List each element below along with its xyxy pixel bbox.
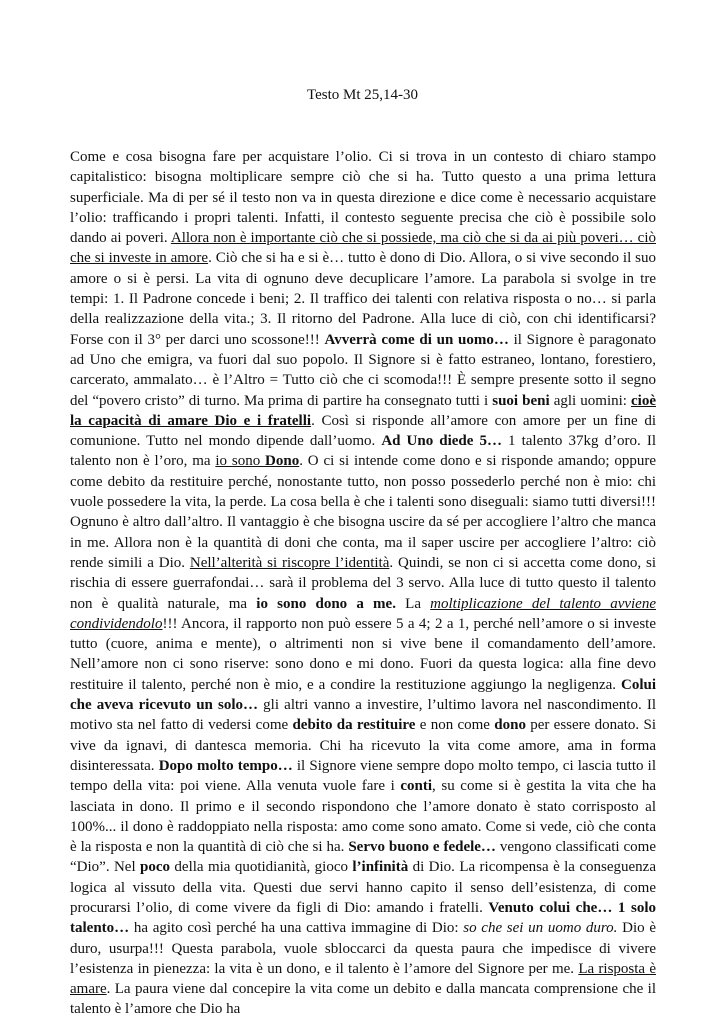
page-title: Testo Mt 25,14-30 xyxy=(306,87,419,103)
emphasized-text: Dono xyxy=(265,453,300,470)
emphasized-text: Avverrà come di un uomo… xyxy=(324,331,509,348)
text-run: , su come si è gestita la vita che ha lasciata in dono. Il primo e il secondo rispondono che l’amore donato è stato corrisposto al 100%... il dono è raddoppiato nella risposta: amo come sono amato. Come si vede, ciò che conta è la risposta e non la quantità di ciò che si ha. xyxy=(70,778,656,856)
emphasized-text: La risposta è amare xyxy=(70,960,657,998)
text-run: 1 talento 37kg d’oro. Il talento non è l’oro, ma xyxy=(70,433,656,470)
text-run: della mia quotidianità, gioco xyxy=(170,859,353,876)
emphasized-text: Nell’alterità si riscopre l’identità xyxy=(189,554,390,571)
emphasized-text: Colui che aveva ricevuto un solo… xyxy=(70,676,656,714)
emphasized-text: Venuto colui che… 1 solo talento… xyxy=(70,899,656,937)
text-run: . Così si risponde all’amore con amore per un fine di comunione. Tutto nel mondo dipende dall’uomo. xyxy=(70,412,656,450)
text-run: . Quindi, se non ci si accetta come dono, si rischia di essere guerrafondai… sarà il problema del 3 servo. Alla luce di tutto questo il talento non è qualità naturale, ma xyxy=(70,554,656,612)
text-run: il Signore viene sempre dopo molto tempo, ci lascia tutto il tempo della vita: poi viene. Alla venuta vuole fare i xyxy=(70,757,656,795)
emphasized-text: cioè la capacità di amare Dio e i fratelli xyxy=(70,392,656,429)
text-run: ha agito così perché ha una cattiva immagine di Dio: xyxy=(129,920,464,937)
emphasized-text: so che sei un uomo duro. xyxy=(463,920,618,937)
text-run: . La paura viene dal concepire la vita come un debito e dalla mancata comprensione che il talento è l’amore che Dio ha xyxy=(70,981,656,1018)
emphasized-text: moltiplicazione del talento avviene condividendolo xyxy=(70,595,657,632)
emphasized-text: Dopo molto tempo… xyxy=(158,757,293,774)
emphasized-text: Allora non è importante ciò che si possiede, ma ciò che si da ai più poveri… ciò che si investe in amore xyxy=(70,230,656,267)
text-run: vengono classificati come “Dio”. Nel xyxy=(70,839,657,876)
text-run: Dio è duro, usurpa!!! Questa parabola, vuole sbloccarci da questa paura che impedisce di vivere l’esistenza in pienezza: la vita è un dono, e il talento è l’amore del Signore per me. xyxy=(70,920,656,977)
text-run: il Signore è paragonato ad Uno che emigra, va fuori dal suo popolo. Il Signore si è fatto estraneo, lontano, forestiero, carcerato, ammalato… è l’Altro = Tutto ciò che ci scomoda!!! È sempre presente sotto il segno del “povero cristo” di turno. Ma prima di partire ha consegnato tutti i xyxy=(70,331,656,409)
text-run: agli uomini: xyxy=(549,392,632,409)
emphasized-text: Ad Uno diede 5… xyxy=(381,433,502,450)
text-run: e non come xyxy=(415,717,495,734)
text-run: . Ciò che si ha e si è… tutto è dono di Dio. Allora, o si vive secondo il suo amore o si è persi. La vita di ognuno deve decuplicare l’amore. La parabola si svolge in tre tempi: 1. Il Padrone concede i beni; 2. Il traffico dei talenti con relativa risposta o no… si parla della realizzazione della vita.; 3. Il ritorno del Padrone. Alla luce di ciò, con chi identificarsi? Forse con il 3° per darci uno scossone!!! xyxy=(70,250,656,348)
text-run: Come e cosa bisogna fare per acquistare l’olio. Ci si trova in un contesto di chiaro stampo capitalistico: bisogna moltiplicare sempre ciò che si ha. Tutto questo a una prima lettura superficiale. Ma di per sé il testo non va in questa direzione e dice come è necessario acquistare l’olio: trafficando i propri talenti. Infatti, il contesto seguente precisa che ciò è possibile solo dando ai poveri. xyxy=(70,149,656,247)
emphasized-text: suoi beni xyxy=(492,392,550,409)
emphasized-text: conti xyxy=(400,778,433,795)
emphasized-text: Servo buono e fedele… xyxy=(348,839,496,856)
text-run: gli altri vanno a investire, l’ultimo lavora nel nascondimento. Il motivo sta nel fatto di vedersi come xyxy=(70,697,656,734)
emphasized-text: poco xyxy=(140,859,171,876)
text-run: La xyxy=(395,595,431,612)
emphasized-text: io sono dono a me. xyxy=(256,595,396,612)
text-run: . O ci si intende come dono e si risponde amando; oppure come debito da restituire perché, nonostante tutto, non posso possederlo perché non è mio: chi vuole possedere la vita, la perde. La cosa bella è che i talenti sono diseguali: siamo tutti diversi!!! Ognuno è altro dall’altro. Il vantaggio è che bisogna uscire da sé per accogliere l’altro che manca in me. Allora non è la quantità di doni che conta, ma il saper uscire per accogliere l’altro: ciò rende simili a Dio. xyxy=(70,453,656,571)
text-run: !!! Ancora, il rapporto non può essere 5 a 4; 2 a 1, perché nell’amore o si investe tutto (cuore, anima e mente), o altrimenti non si vive bene il comandamento dell’amore. Nell’amore non ci sono riserve: sono dono e mi dono. Fuori da questa logica: alla fine devo restituire il talento, perché non è mio, e a condire la restituzione aggiungo la negligenza. xyxy=(70,615,656,693)
emphasized-text: dono xyxy=(494,717,526,734)
emphasized-text: io sono xyxy=(215,453,266,470)
body-paragraph xyxy=(70,147,657,1018)
emphasized-text: debito da restituire xyxy=(292,717,416,734)
emphasized-text: l’infinità xyxy=(352,859,409,876)
text-run: per essere donato. Si vive da ignavi, di dantesca memoria. Chi ha ricevuto la vita come amore, ama in forma disinteressata. xyxy=(70,717,656,774)
text-run: di Dio. La ricompensa è la conseguenza logica al vissuto della vita. Questi due servi hanno capito il senso dell’esistenza, di come procurarsi l’olio, di come vivere da figli di Dio: amando i fratelli. xyxy=(70,859,656,916)
